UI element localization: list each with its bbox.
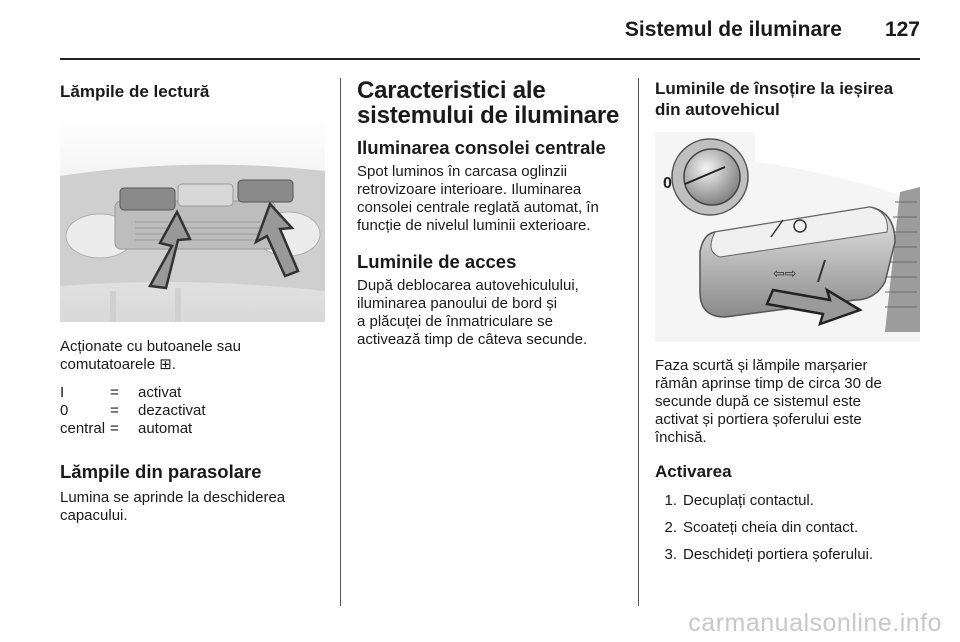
paragraph-line: secunde după ce sistemul este [655, 393, 861, 410]
switch-position-label: 0 [663, 175, 672, 192]
settings-list [60, 384, 325, 438]
column-divider-2 [638, 78, 639, 606]
intro-line-1: Acționate cu butoanele sau [60, 338, 241, 355]
list-item: 3. Deschideți portiera șoferului. [664, 546, 874, 563]
paragraph-line: activează timp de câteva secunde. [357, 331, 588, 348]
paragraph-line: Lumina se aprinde la deschiderea [60, 489, 286, 506]
intro-line-2: comutatoarele ⊞. [60, 356, 176, 373]
column-lighting-features [357, 78, 627, 349]
paragraph-line: retrovizoare interioare. Iluminarea [357, 181, 582, 198]
column-divider-1 [340, 78, 341, 606]
heading-lighting-features-line2: sistemului de iluminare [357, 102, 620, 129]
paragraph-line: consolei centrale reglată automat, în [357, 199, 599, 216]
paragraph-line: a plăcuței de înmatriculare se [357, 313, 553, 330]
heading-activation: Activarea [655, 462, 732, 481]
light-switch-illustration [655, 132, 920, 342]
column-exit-lighting [655, 78, 920, 573]
paragraph-line: rămân aprinse timp de circa 30 de [655, 375, 882, 392]
list-item: 2. Scoateți cheia din contact. [664, 519, 859, 536]
heading-exit-lighting-line2: din autovehicul [655, 100, 780, 119]
setting-row: central = automat [60, 420, 193, 437]
heading-exit-lighting-line1: Luminile de însoțire la ieșirea [655, 79, 894, 98]
paragraph-line: iluminarea panoului de bord și [357, 295, 558, 312]
heading-center-console-lighting: Iluminarea consolei centrale [357, 137, 606, 158]
reading-lamps-illustration [60, 116, 325, 322]
page-number: 127 [884, 18, 920, 41]
heading-entry-lighting: Luminile de acces [357, 251, 517, 272]
list-item: 1. Decuplați contactul. [664, 492, 814, 509]
paragraph-line: Spot luminos în carcasa oglinzii [357, 163, 568, 180]
watermark: carmanualsonline.info [688, 609, 942, 637]
activation-steps [655, 492, 920, 564]
header-rule [60, 58, 920, 60]
setting-row: I = activat [60, 384, 182, 401]
setting-row: 0 = dezactivat [60, 402, 206, 419]
svg-text:⇦⇨: ⇦⇨ [773, 266, 797, 282]
heading-reading-lamps: Lămpile de lectură [60, 82, 210, 101]
paragraph-line: capacului. [60, 507, 128, 524]
switch-symbol-icon: ⊞. [159, 356, 176, 373]
paragraph-line: După deblocarea autovehiculului, [357, 277, 579, 294]
paragraph-line: Faza scurtă și lămpile marșarier [655, 357, 868, 374]
paragraph-line: închisă. [655, 429, 707, 446]
heading-sunvisor-lamps: Lămpile din parasolare [60, 461, 262, 482]
column-reading-lamps [60, 78, 325, 525]
page-header-title: Sistemul de iluminare [624, 18, 842, 41]
paragraph-line: funcție de nivelul luminii exterioare. [357, 217, 591, 234]
paragraph-line: activat și portiera șoferului este [655, 411, 862, 428]
heading-lighting-features-line1: Caracteristici ale [357, 77, 546, 104]
